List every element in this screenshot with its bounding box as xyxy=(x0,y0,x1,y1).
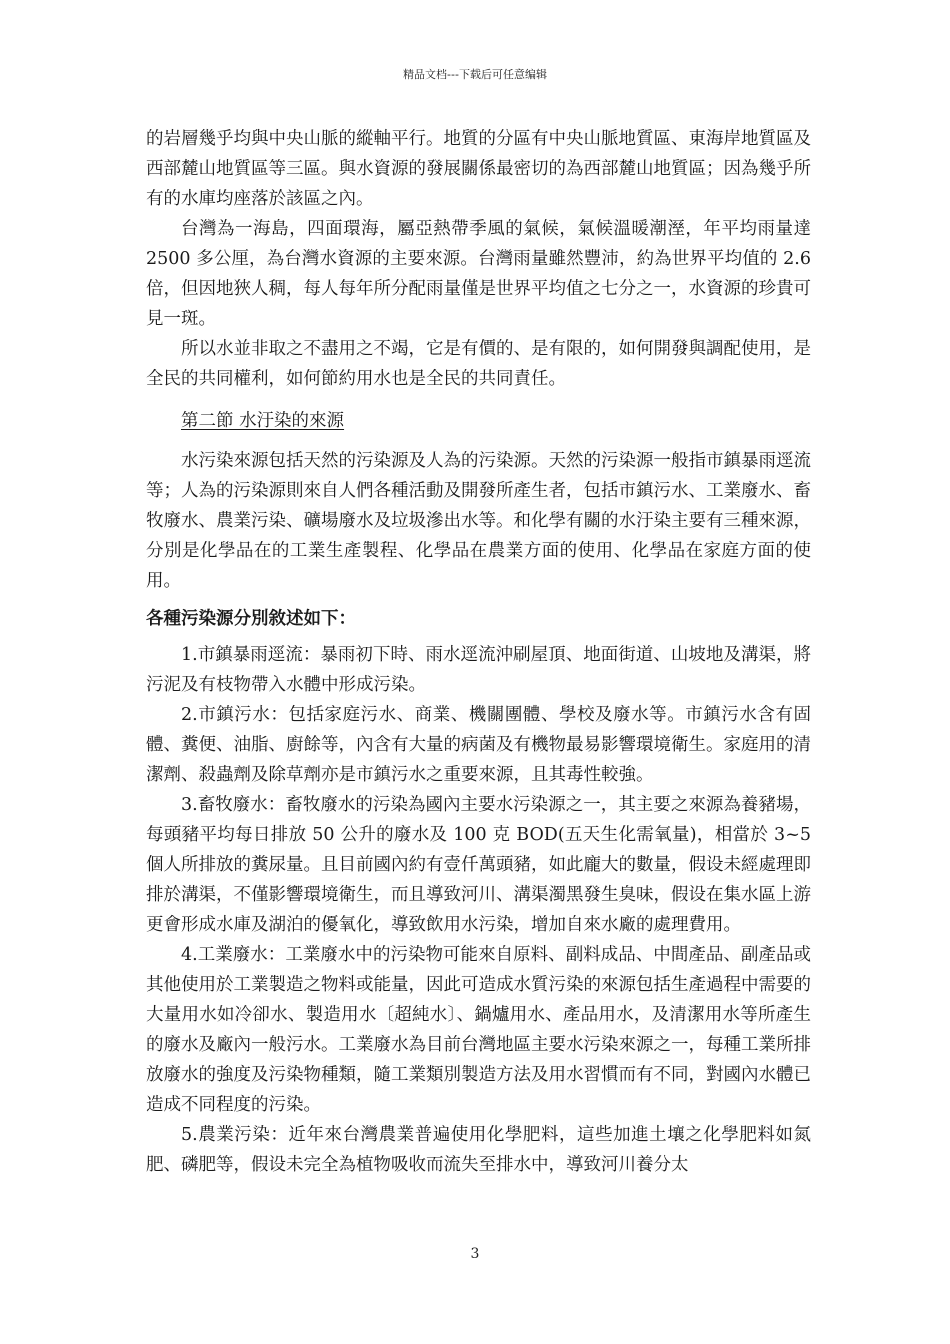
list-item-agricultural-pollution: 5.農業污染：近年來台灣農業普遍使用化學肥料，這些加進土壤之化學肥料如氮肥、磷肥等，假设未完全為植物吸收而流失至排水中，導致河川養分太 xyxy=(146,1125,811,1175)
paragraph-rainfall: 台灣為一海島，四面環海，屬亞熱帶季風的氣候，氣候溫暖潮溼，年平均雨量達 2500 多公厘，為台灣水資源的主要來源。台灣雨量雖然豐沛，約為世界平均值的 2.6 倍，但因地狹人稠，每人每年所分配雨量僅是世界平均值之七分之一，水資源的珍貴可見一斑。 xyxy=(146,219,811,329)
section-heading xyxy=(146,406,811,436)
section-intro-paragraph: 水污染來源包括天然的污染源及人為的污染源。天然的污染源一般指市鎮暴雨逕流等；人為的污染源則來自人們各種活動及開發所產生者，包括市鎮污水、工業廢水、畜牧廢水、農業污染、礦場廢水及垃圾滲出水等。和化學有關的水汙染主要有三種來源，分別是化學品在的工業生產製程、化學品在農業方面的使用、化學品在家庭方面的使用。 xyxy=(146,451,811,591)
section-heading-text: 第二節 水汙染的來源 xyxy=(181,411,345,431)
list-item-municipal-sewage: 2.市鎮污水：包括家庭污水、商業、機關團體、學校及廢水等。市鎮污水含有固體、糞便、油脂、廚餘等，內含有大量的病菌及有機物最易影響環境衛生。家庭用的清潔劑、殺蟲劑及除草劑亦是市鎮污水之重要來源，且其毒性較強。 xyxy=(146,705,811,785)
page-header: 精品文档---下载后可任意编辑 xyxy=(403,68,547,81)
document-body xyxy=(146,124,811,1180)
page-number: 3 xyxy=(470,1246,480,1262)
subheading: 各種污染源分別敘述如下： xyxy=(146,609,356,629)
list-item-industrial-wastewater: 4.工業廢水：工業廢水中的污染物可能來自原料、副料成品、中間產品、副產品或其他使用於工業製造之物料或能量，因此可造成水質污染的來源包括生產過程中需要的大量用水如冷卻水、製造用水〔超純水〕、鍋爐用水、產品用水，及清潔用水等所產生的廢水及廠內一般污水。工業廢水為目前台灣地區主要水污染來源之一，每種工業所排放廢水的強度及污染物種類，隨工業類別製造方法及用水習慣而有不同，對國內水體已造成不同程度的污染。 xyxy=(146,945,811,1115)
list-item-stormwater: 1.市鎮暴雨逕流：暴雨初下時、雨水逕流沖刷屋頂、地面街道、山坡地及溝渠，將污泥及有枝物帶入水體中形成污染。 xyxy=(146,645,811,695)
paragraph-water-value: 所以水並非取之不盡用之不竭，它是有價的、是有限的，如何開發與調配使用，是全民的共同權利，如何節約用水也是全民的共同責任。 xyxy=(146,339,811,389)
paragraph-geology: 的岩層幾乎均與中央山脈的縱軸平行。地質的分區有中央山脈地質區、東海岸地質區及西部麓山地質區等三區。與水資源的發展關係最密切的為西部麓山地質區；因為幾乎所有的水庫均座落於該區之內。 xyxy=(146,129,811,209)
list-item-livestock-wastewater: 3.畜牧廢水：畜牧廢水的污染為國內主要水污染源之一，其主要之來源為養豬場，每頭豬平均每日排放 50 公升的廢水及 100 克 BOD(五天生化需氧量)，相當於 3~5 個人所排放的糞尿量。且目前國內約有壹仟萬頭豬，如此龐大的數量，假设未經處理即排於溝渠，不僅影響環境衛生，而且導致河川、溝渠濁黑發生臭味，假设在集水區上游更會形成水庫及湖泊的優氧化，導致飲用水污染，增加自來水廠的處理費用。 xyxy=(146,795,811,935)
